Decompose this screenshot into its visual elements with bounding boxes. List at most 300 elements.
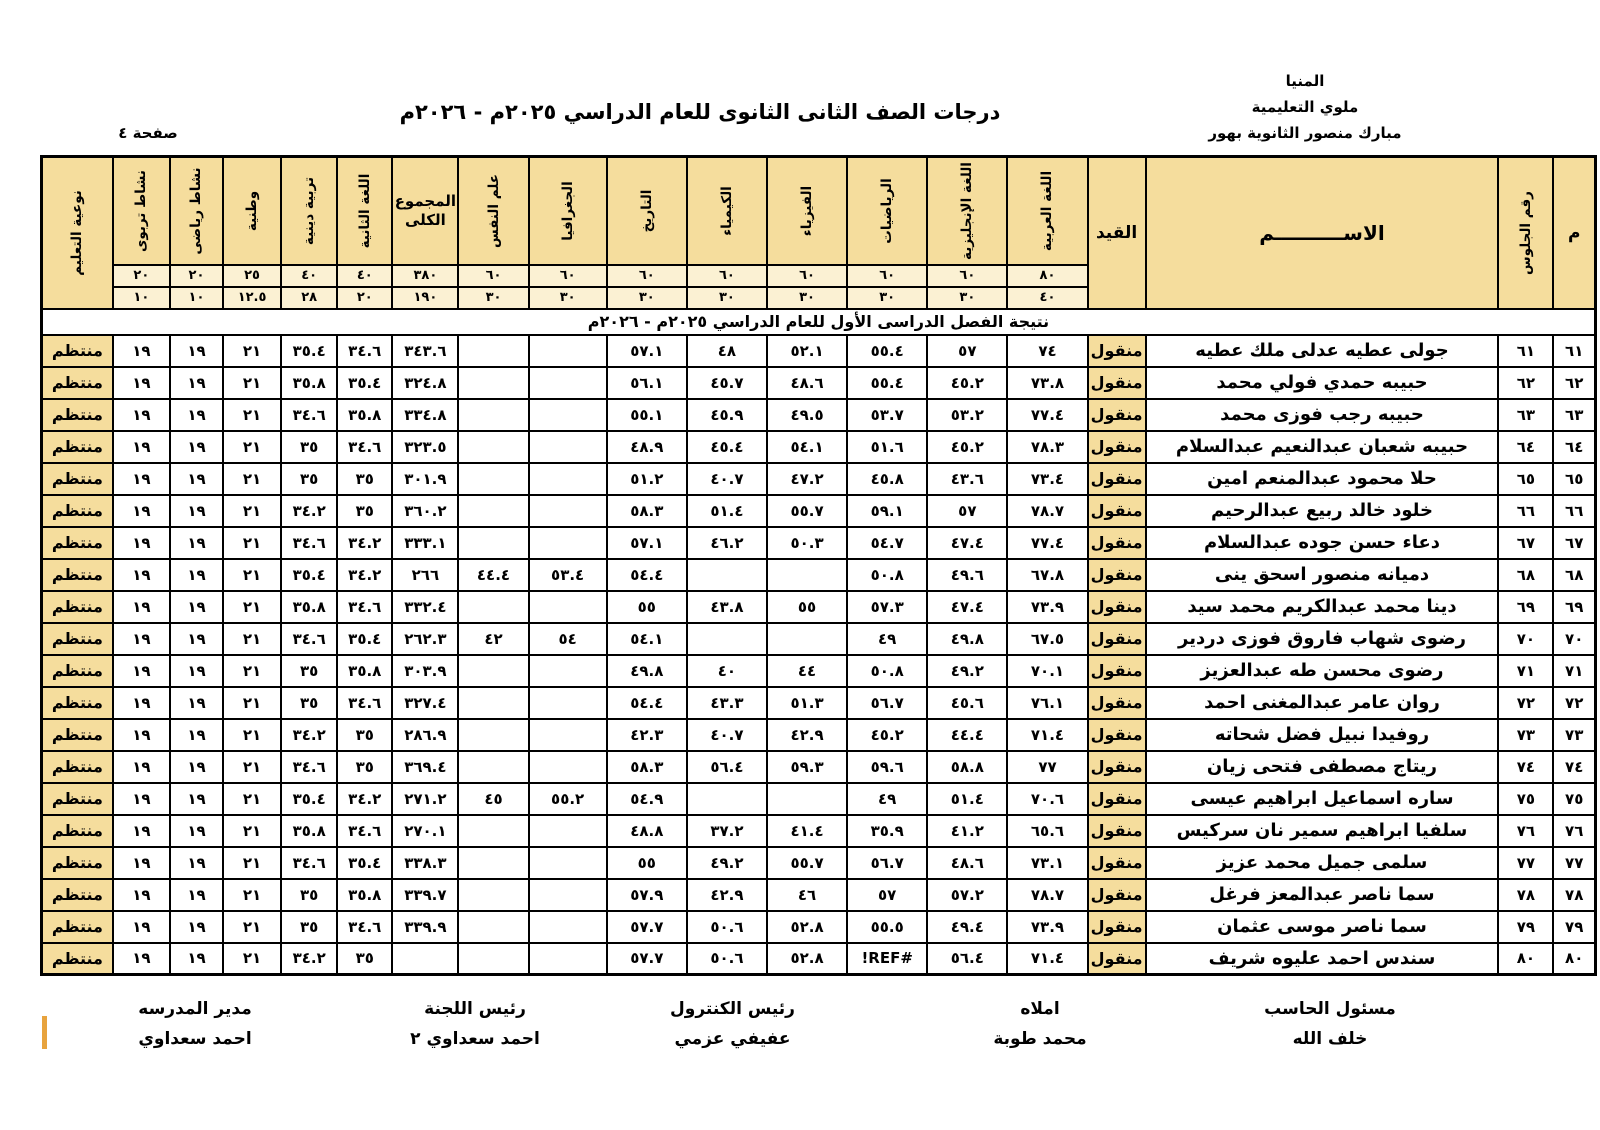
col-header-label: نشاط تربوى bbox=[133, 169, 150, 252]
table-row bbox=[42, 463, 1596, 495]
cell-qayd: منقول bbox=[1088, 559, 1146, 591]
col-header-label: تربية دينية bbox=[301, 176, 318, 245]
cell-english: ٤٧.٤ bbox=[927, 591, 1007, 623]
col-header-label: نشاط رياضى bbox=[188, 167, 205, 255]
cell-geography bbox=[529, 943, 607, 975]
cell-arabic: ٧١.٤ bbox=[1007, 943, 1087, 975]
cell-english: ٥٧ bbox=[927, 495, 1007, 527]
col-header-arabic bbox=[1007, 157, 1087, 265]
cell-math: ٤٩ bbox=[847, 783, 927, 815]
limit-half-arabic: ٤٠ bbox=[1007, 287, 1087, 309]
limit-full-activity: ٢٠ bbox=[113, 265, 170, 287]
cell-name: حبيبه حمدي فولي محمد bbox=[1146, 367, 1499, 399]
cell-chemistry: ٤٨ bbox=[687, 335, 767, 367]
cell-watania: ٢١ bbox=[223, 399, 281, 431]
cell-chemistry: ٤٢.٩ bbox=[687, 879, 767, 911]
cell-sport: ١٩ bbox=[170, 495, 223, 527]
cell-religion: ٣٤.٦ bbox=[281, 399, 337, 431]
cell-qayd: منقول bbox=[1088, 399, 1146, 431]
cell-name: سما ناصر موسى عثمان bbox=[1146, 911, 1499, 943]
cell-m: ٦٥ bbox=[1553, 463, 1595, 495]
col-header-label: الجغرافيا bbox=[559, 181, 576, 241]
cell-religion: ٣٥.٤ bbox=[281, 783, 337, 815]
cell-history: ٥٨.٣ bbox=[607, 495, 687, 527]
cell-religion: ٣٤.٦ bbox=[281, 527, 337, 559]
cell-sport: ١٩ bbox=[170, 655, 223, 687]
cell-seat: ٧٧ bbox=[1498, 847, 1553, 879]
cell-psychology bbox=[458, 399, 528, 431]
cell-english: ٥٦.٤ bbox=[927, 943, 1007, 975]
cell-name: حبيبه رجب فوزى محمد bbox=[1146, 399, 1499, 431]
cell-edu_type: منتظم bbox=[42, 687, 113, 719]
cell-geography bbox=[529, 367, 607, 399]
cell-math: ٥٩.١ bbox=[847, 495, 927, 527]
cell-edu_type: منتظم bbox=[42, 847, 113, 879]
col-header-lang2 bbox=[337, 157, 392, 265]
cell-psychology bbox=[458, 495, 528, 527]
cell-history: ٥٥ bbox=[607, 591, 687, 623]
cell-m: ٦٢ bbox=[1553, 367, 1595, 399]
cell-qayd: منقول bbox=[1088, 527, 1146, 559]
cell-watania: ٢١ bbox=[223, 687, 281, 719]
cell-watania: ٢١ bbox=[223, 783, 281, 815]
cell-religion: ٣٥ bbox=[281, 463, 337, 495]
cell-activity: ١٩ bbox=[113, 367, 170, 399]
cell-lang2: ٣٥ bbox=[337, 943, 392, 975]
cell-watania: ٢١ bbox=[223, 879, 281, 911]
table-row bbox=[42, 751, 1596, 783]
cell-lang2: ٣٥ bbox=[337, 751, 392, 783]
cell-sport: ١٩ bbox=[170, 847, 223, 879]
cell-edu_type: منتظم bbox=[42, 591, 113, 623]
cell-watania: ٢١ bbox=[223, 431, 281, 463]
cell-math: ٥٧.٣ bbox=[847, 591, 927, 623]
cell-arabic: ٧٠.٦ bbox=[1007, 783, 1087, 815]
cell-name: دعاء حسن جوده عبدالسلام bbox=[1146, 527, 1499, 559]
cell-physics bbox=[767, 783, 847, 815]
cell-psychology bbox=[458, 815, 528, 847]
cell-name: حبيبه شعبان عبدالنعيم عبدالسلام bbox=[1146, 431, 1499, 463]
cell-lang2: ٣٤.٢ bbox=[337, 559, 392, 591]
cell-m: ٧٠ bbox=[1553, 623, 1595, 655]
cell-physics: ٤٤ bbox=[767, 655, 847, 687]
cell-psychology bbox=[458, 527, 528, 559]
col-header-total: المجموع الكلى bbox=[392, 157, 458, 265]
cell-m: ٧٤ bbox=[1553, 751, 1595, 783]
col-header-label: الفيزياء bbox=[799, 185, 816, 236]
cell-watania: ٢١ bbox=[223, 943, 281, 975]
table-row bbox=[42, 431, 1596, 463]
table-row bbox=[42, 335, 1596, 367]
cell-english: ٤٤.٤ bbox=[927, 719, 1007, 751]
cell-religion: ٣٥ bbox=[281, 687, 337, 719]
cell-arabic: ٧٨.٣ bbox=[1007, 431, 1087, 463]
cell-geography bbox=[529, 719, 607, 751]
limit-full-psychology: ٦٠ bbox=[458, 265, 528, 287]
cell-name: سندس احمد عليوه شريف bbox=[1146, 943, 1499, 975]
cell-physics: ٥٩.٣ bbox=[767, 751, 847, 783]
limit-half-lang2: ٢٠ bbox=[337, 287, 392, 309]
cell-arabic: ٦٧.٥ bbox=[1007, 623, 1087, 655]
cell-m: ٧٨ bbox=[1553, 879, 1595, 911]
signature-title: رئيس الكنترول bbox=[670, 999, 795, 1019]
cell-watania: ٢١ bbox=[223, 463, 281, 495]
cell-activity: ١٩ bbox=[113, 559, 170, 591]
signature-title: مدير المدرسه bbox=[138, 999, 252, 1019]
cell-psychology bbox=[458, 431, 528, 463]
signature-title: مسئول الحاسب bbox=[1264, 999, 1396, 1019]
signature-name: احمد سعداوي ٢ bbox=[410, 1029, 540, 1049]
cell-total: ٣٤٣.٦ bbox=[392, 335, 458, 367]
signature-name: احمد سعداوي bbox=[138, 1029, 252, 1049]
cell-qayd: منقول bbox=[1088, 367, 1146, 399]
cell-total: ٣٢٧.٤ bbox=[392, 687, 458, 719]
col-header-label: الرياضيات bbox=[879, 178, 896, 244]
cell-history: ٥٦.١ bbox=[607, 367, 687, 399]
cell-sport: ١٩ bbox=[170, 527, 223, 559]
cell-physics: ٤١.٤ bbox=[767, 815, 847, 847]
cell-religion: ٣٥ bbox=[281, 911, 337, 943]
cell-physics: ٥٥ bbox=[767, 591, 847, 623]
cell-geography bbox=[529, 847, 607, 879]
table-row bbox=[42, 495, 1596, 527]
cell-qayd: منقول bbox=[1088, 943, 1146, 975]
cell-activity: ١٩ bbox=[113, 847, 170, 879]
cell-chemistry: ٤٥.٩ bbox=[687, 399, 767, 431]
cell-geography bbox=[529, 751, 607, 783]
cell-qayd: منقول bbox=[1088, 495, 1146, 527]
signature-name: خلف الله bbox=[1292, 1029, 1368, 1049]
cell-religion: ٣٥.٨ bbox=[281, 815, 337, 847]
cell-sport: ١٩ bbox=[170, 751, 223, 783]
cell-activity: ١٩ bbox=[113, 751, 170, 783]
cell-arabic: ٧٧ bbox=[1007, 751, 1087, 783]
cell-qayd: منقول bbox=[1088, 655, 1146, 687]
cell-edu_type: منتظم bbox=[42, 431, 113, 463]
col-header-physics bbox=[767, 157, 847, 265]
cell-history: ٥٤.٩ bbox=[607, 783, 687, 815]
limit-full-lang2: ٤٠ bbox=[337, 265, 392, 287]
cell-religion: ٣٤.٢ bbox=[281, 943, 337, 975]
cell-arabic: ٧٨.٧ bbox=[1007, 495, 1087, 527]
page-title: درجات الصف الثانى الثانوى للعام الدراسي ٢٠٢٥م - ٢٠٢٦م bbox=[399, 100, 1001, 124]
cell-psychology bbox=[458, 335, 528, 367]
col-header-label: اللغة الثانية bbox=[356, 173, 373, 249]
cell-activity: ١٩ bbox=[113, 911, 170, 943]
cell-total: ٢٨٦.٩ bbox=[392, 719, 458, 751]
cell-chemistry bbox=[687, 559, 767, 591]
cell-watania: ٢١ bbox=[223, 495, 281, 527]
cell-geography bbox=[529, 399, 607, 431]
cell-psychology bbox=[458, 847, 528, 879]
cell-qayd: منقول bbox=[1088, 751, 1146, 783]
cell-name: دينا محمد عبدالكريم محمد سيد bbox=[1146, 591, 1499, 623]
cell-physics: ٤٩.٥ bbox=[767, 399, 847, 431]
result-band-row bbox=[42, 309, 1596, 335]
cell-religion: ٣٤.٢ bbox=[281, 719, 337, 751]
cell-chemistry: ٥٦.٤ bbox=[687, 751, 767, 783]
limit-half-sport: ١٠ bbox=[170, 287, 223, 309]
cell-m: ٧٢ bbox=[1553, 687, 1595, 719]
col-header-watania bbox=[223, 157, 281, 265]
cell-m: ٧٧ bbox=[1553, 847, 1595, 879]
limit-full-sport: ٢٠ bbox=[170, 265, 223, 287]
table-row bbox=[42, 367, 1596, 399]
cell-arabic: ٧٣.٨ bbox=[1007, 367, 1087, 399]
cell-geography bbox=[529, 527, 607, 559]
signature-dictated-by bbox=[930, 994, 1150, 1054]
cell-watania: ٢١ bbox=[223, 559, 281, 591]
table-row bbox=[42, 655, 1596, 687]
cell-edu_type: منتظم bbox=[42, 879, 113, 911]
cell-activity: ١٩ bbox=[113, 495, 170, 527]
col-header-label: علم النفس bbox=[485, 173, 502, 248]
cell-m: ٦٦ bbox=[1553, 495, 1595, 527]
cell-math: ٥٠.٨ bbox=[847, 559, 927, 591]
cell-history: ٤٨.٩ bbox=[607, 431, 687, 463]
cell-m: ٦٤ bbox=[1553, 431, 1595, 463]
cell-history: ٥٧.٩ bbox=[607, 879, 687, 911]
cell-seat: ٦٧ bbox=[1498, 527, 1553, 559]
cell-seat: ٧٩ bbox=[1498, 911, 1553, 943]
cell-qayd: منقول bbox=[1088, 687, 1146, 719]
page-number-label: صفحة ٤ bbox=[118, 124, 178, 142]
col-header-english bbox=[927, 157, 1007, 265]
cell-psychology bbox=[458, 879, 528, 911]
cell-english: ٤٨.٦ bbox=[927, 847, 1007, 879]
cell-total: ٣٠١.٩ bbox=[392, 463, 458, 495]
cell-sport: ١٩ bbox=[170, 687, 223, 719]
cell-psychology bbox=[458, 911, 528, 943]
cell-total: ٣٦٠.٢ bbox=[392, 495, 458, 527]
table-row bbox=[42, 847, 1596, 879]
cell-qayd: منقول bbox=[1088, 847, 1146, 879]
cell-physics bbox=[767, 559, 847, 591]
cell-name: روفيدا نبيل فضل شحاته bbox=[1146, 719, 1499, 751]
cell-qayd: منقول bbox=[1088, 623, 1146, 655]
cell-arabic: ٧١.٤ bbox=[1007, 719, 1087, 751]
cell-watania: ٢١ bbox=[223, 367, 281, 399]
cell-english: ٤٩.٤ bbox=[927, 911, 1007, 943]
cell-physics: ٥١.٣ bbox=[767, 687, 847, 719]
limit-half-total: ١٩٠ bbox=[392, 287, 458, 309]
cell-psychology bbox=[458, 751, 528, 783]
cell-lang2: ٣٥.٤ bbox=[337, 623, 392, 655]
col-header-label: رقم الجلوس bbox=[1517, 190, 1534, 275]
signature-title: رئيس اللجنة bbox=[424, 999, 526, 1019]
cell-lang2: ٣٤.٢ bbox=[337, 527, 392, 559]
cell-physics: ٥٥.٧ bbox=[767, 495, 847, 527]
cell-m: ٦٣ bbox=[1553, 399, 1595, 431]
col-header-psychology bbox=[458, 157, 528, 265]
cell-history: ٤٩.٨ bbox=[607, 655, 687, 687]
cell-activity: ١٩ bbox=[113, 399, 170, 431]
cell-activity: ١٩ bbox=[113, 623, 170, 655]
cell-physics: ٤٦ bbox=[767, 879, 847, 911]
cell-watania: ٢١ bbox=[223, 591, 281, 623]
table-row bbox=[42, 559, 1596, 591]
cell-lang2: ٣٥.٤ bbox=[337, 847, 392, 879]
cell-sport: ١٩ bbox=[170, 335, 223, 367]
cell-chemistry: ٤٠ bbox=[687, 655, 767, 687]
cell-psychology bbox=[458, 367, 528, 399]
col-header-math bbox=[847, 157, 927, 265]
cell-math: ٤٥.٢ bbox=[847, 719, 927, 751]
cell-arabic: ٧٤ bbox=[1007, 335, 1087, 367]
cell-name: روان عامر عبدالمغنى احمد bbox=[1146, 687, 1499, 719]
col-header-religion bbox=[281, 157, 337, 265]
cell-lang2: ٣٥.٤ bbox=[337, 367, 392, 399]
cell-physics bbox=[767, 623, 847, 655]
cell-activity: ١٩ bbox=[113, 879, 170, 911]
cell-name: رضوى محسن طه عبدالعزيز bbox=[1146, 655, 1499, 687]
col-header-name: الاســــــــــم bbox=[1146, 157, 1499, 309]
cell-geography bbox=[529, 591, 607, 623]
cell-religion: ٣٥.٨ bbox=[281, 367, 337, 399]
cell-activity: ١٩ bbox=[113, 687, 170, 719]
cell-chemistry: ٤٠.٧ bbox=[687, 719, 767, 751]
cell-edu_type: منتظم bbox=[42, 495, 113, 527]
table-row bbox=[42, 815, 1596, 847]
cell-edu_type: منتظم bbox=[42, 783, 113, 815]
cell-psychology bbox=[458, 655, 528, 687]
limit-full-math: ٦٠ bbox=[847, 265, 927, 287]
header-row-labels bbox=[42, 157, 1596, 265]
signature-computer-officer bbox=[1200, 994, 1460, 1054]
cell-qayd: منقول bbox=[1088, 463, 1146, 495]
col-header-label: اللغة العربية bbox=[1039, 170, 1056, 251]
table-row bbox=[42, 911, 1596, 943]
cell-math: ٥٧ bbox=[847, 879, 927, 911]
cell-chemistry: ٤٥.٧ bbox=[687, 367, 767, 399]
cell-sport: ١٩ bbox=[170, 399, 223, 431]
cell-chemistry: ٤٠.٧ bbox=[687, 463, 767, 495]
cell-activity: ١٩ bbox=[113, 655, 170, 687]
cell-total: ٣٣٨.٣ bbox=[392, 847, 458, 879]
table-row bbox=[42, 783, 1596, 815]
cell-physics: ٥٤.١ bbox=[767, 431, 847, 463]
limit-half-math: ٣٠ bbox=[847, 287, 927, 309]
cell-english: ٤٣.٦ bbox=[927, 463, 1007, 495]
limit-full-religion: ٤٠ bbox=[281, 265, 337, 287]
orange-mark bbox=[42, 1016, 47, 1049]
cell-seat: ٦٨ bbox=[1498, 559, 1553, 591]
cell-psychology bbox=[458, 463, 528, 495]
cell-geography bbox=[529, 495, 607, 527]
cell-total: ٣٣٩.٩ bbox=[392, 911, 458, 943]
cell-math: ٥٥.٥ bbox=[847, 911, 927, 943]
cell-seat: ٧٢ bbox=[1498, 687, 1553, 719]
cell-seat: ٧٣ bbox=[1498, 719, 1553, 751]
signature-name: عفيفي عزمي bbox=[674, 1029, 791, 1049]
cell-religion: ٣٥ bbox=[281, 431, 337, 463]
limit-half-history: ٣٠ bbox=[607, 287, 687, 309]
cell-lang2: ٣٤.٦ bbox=[337, 335, 392, 367]
cell-math: ٥٦.٧ bbox=[847, 687, 927, 719]
cell-english: ٥٧ bbox=[927, 335, 1007, 367]
col-header-qayd: القيد bbox=[1088, 157, 1146, 309]
cell-geography bbox=[529, 463, 607, 495]
col-header-edu_type bbox=[42, 157, 113, 309]
cell-physics: ٤٧.٢ bbox=[767, 463, 847, 495]
cell-history: ٥٤.٤ bbox=[607, 559, 687, 591]
cell-watania: ٢١ bbox=[223, 719, 281, 751]
cell-lang2: ٣٤.٦ bbox=[337, 687, 392, 719]
col-header-m: م bbox=[1553, 157, 1595, 309]
cell-chemistry: ٣٧.٢ bbox=[687, 815, 767, 847]
cell-math: ٥٥.٤ bbox=[847, 335, 927, 367]
cell-history: ٤٨.٨ bbox=[607, 815, 687, 847]
cell-arabic: ٧٧.٤ bbox=[1007, 527, 1087, 559]
cell-total: ٣٠٣.٩ bbox=[392, 655, 458, 687]
cell-name: خلود خالد ربيع عبدالرحيم bbox=[1146, 495, 1499, 527]
cell-arabic: ٧٠.١ bbox=[1007, 655, 1087, 687]
cell-sport: ١٩ bbox=[170, 463, 223, 495]
cell-math: ٥٤.٧ bbox=[847, 527, 927, 559]
cell-geography bbox=[529, 431, 607, 463]
cell-sport: ١٩ bbox=[170, 783, 223, 815]
cell-name: حلا محمود عبدالمنعم امين bbox=[1146, 463, 1499, 495]
cell-total: ٣٣٤.٨ bbox=[392, 399, 458, 431]
cell-english: ٤٥.٢ bbox=[927, 431, 1007, 463]
school-governorate: المنيا bbox=[1285, 72, 1325, 90]
cell-watania: ٢١ bbox=[223, 527, 281, 559]
table-row bbox=[42, 687, 1596, 719]
limit-full-geography: ٦٠ bbox=[529, 265, 607, 287]
cell-m: ٧٣ bbox=[1553, 719, 1595, 751]
col-header-seat bbox=[1498, 157, 1553, 309]
cell-seat: ٦٣ bbox=[1498, 399, 1553, 431]
cell-chemistry: ٥٠.٦ bbox=[687, 911, 767, 943]
cell-english: ٥٨.٨ bbox=[927, 751, 1007, 783]
cell-physics: ٤٢.٩ bbox=[767, 719, 847, 751]
limit-half-activity: ١٠ bbox=[113, 287, 170, 309]
cell-geography: ٥٤ bbox=[529, 623, 607, 655]
cell-activity: ١٩ bbox=[113, 431, 170, 463]
cell-psychology: ٤٤.٤ bbox=[458, 559, 528, 591]
cell-name: رضوى شهاب فاروق فوزى دردير bbox=[1146, 623, 1499, 655]
cell-religion: ٣٤.٢ bbox=[281, 495, 337, 527]
cell-m: ٦٧ bbox=[1553, 527, 1595, 559]
cell-religion: ٣٥.٤ bbox=[281, 335, 337, 367]
cell-history: ٥١.٢ bbox=[607, 463, 687, 495]
cell-sport: ١٩ bbox=[170, 623, 223, 655]
cell-lang2: ٣٤.٦ bbox=[337, 815, 392, 847]
cell-physics: ٥٢.٨ bbox=[767, 911, 847, 943]
cell-history: ٥٨.٣ bbox=[607, 751, 687, 783]
cell-watania: ٢١ bbox=[223, 655, 281, 687]
cell-english: ٤١.٢ bbox=[927, 815, 1007, 847]
col-header-geography bbox=[529, 157, 607, 265]
limit-full-history: ٦٠ bbox=[607, 265, 687, 287]
col-header-history bbox=[607, 157, 687, 265]
cell-m: ٧٥ bbox=[1553, 783, 1595, 815]
cell-name: سلمى جميل محمد عزيز bbox=[1146, 847, 1499, 879]
cell-chemistry: ٤٦.٢ bbox=[687, 527, 767, 559]
cell-geography bbox=[529, 911, 607, 943]
limit-full-arabic: ٨٠ bbox=[1007, 265, 1087, 287]
cell-lang2: ٣٥ bbox=[337, 719, 392, 751]
cell-english: ٤٩.٨ bbox=[927, 623, 1007, 655]
table-row bbox=[42, 623, 1596, 655]
cell-edu_type: منتظم bbox=[42, 943, 113, 975]
cell-activity: ١٩ bbox=[113, 943, 170, 975]
cell-math: ٥٥.٤ bbox=[847, 367, 927, 399]
cell-sport: ١٩ bbox=[170, 559, 223, 591]
cell-english: ٥٧.٢ bbox=[927, 879, 1007, 911]
cell-total: ٢٧١.٢ bbox=[392, 783, 458, 815]
cell-name: سما ناصر عبدالمعز فرغل bbox=[1146, 879, 1499, 911]
